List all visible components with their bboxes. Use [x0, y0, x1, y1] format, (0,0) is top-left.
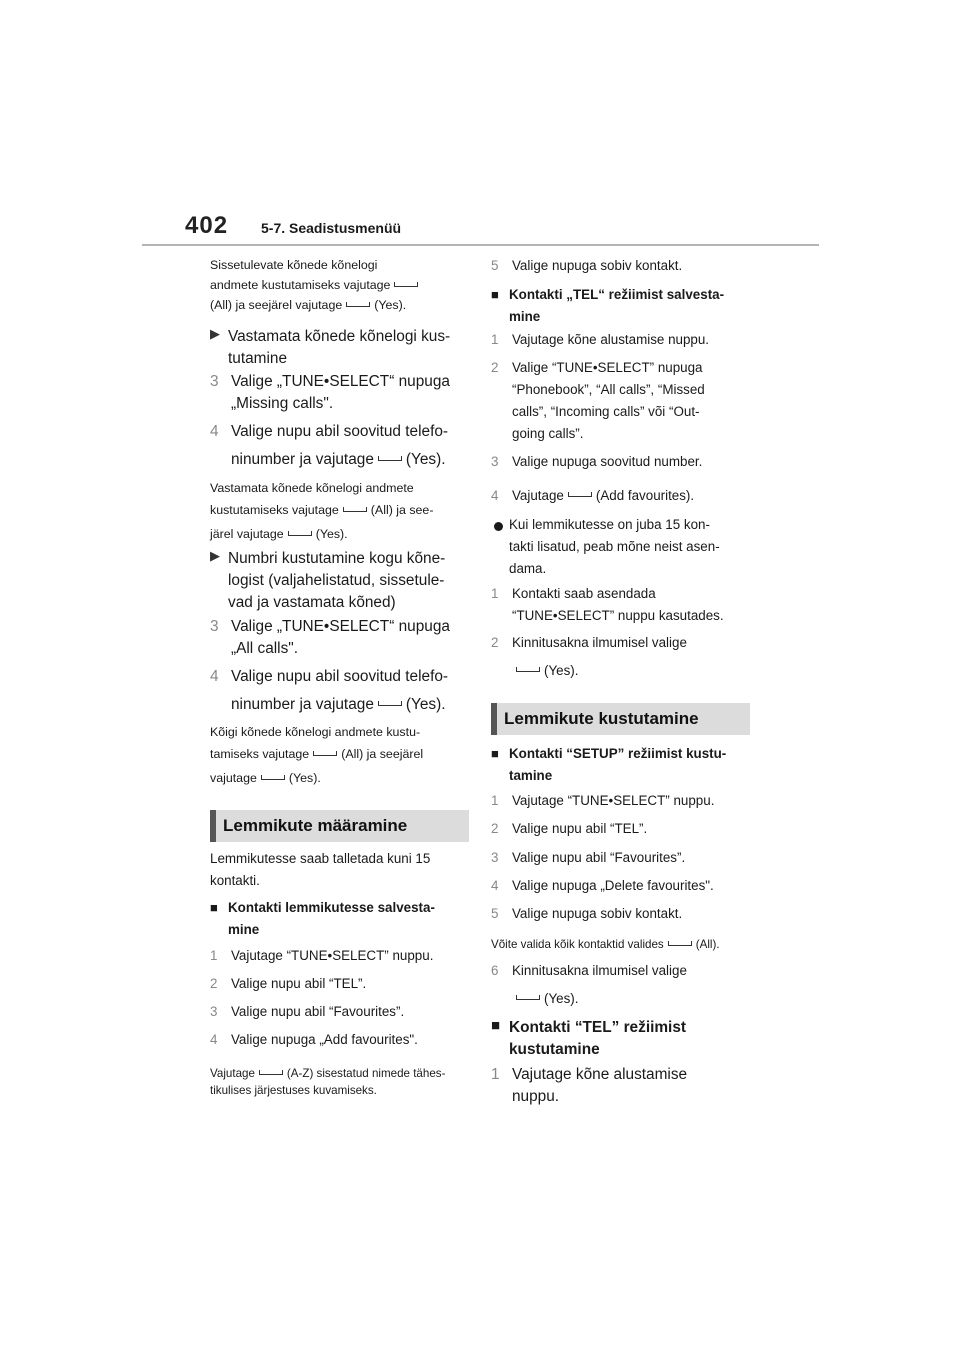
add-favourites-button-icon [568, 492, 592, 497]
all-button-icon [343, 507, 367, 512]
delete-step-4: 4 Valige nupuga „Delete favourites". [491, 878, 714, 893]
save-to-favourites-heading: ■ Kontakti lemmikutesse salvesta- mine [210, 897, 472, 941]
missed-calls-heading: ▶ Vastamata kõnede kõnelogi kus- tutamine [210, 326, 451, 367]
fav-step-4: 4 Valige nupuga „Add favourites". [210, 1032, 418, 1047]
select-all-note: Võite valida kõik kontaktid valides (All). [491, 938, 720, 951]
az-button-icon [259, 1070, 283, 1075]
yes-button-icon [346, 302, 370, 307]
incoming-delete-paragraph: Sissetulevate kõnede kõnelogi andmete kustutamiseks vajutage (All) ja seejärel vajutage (Yes). [210, 255, 472, 315]
favourites-intro: Lemmikutesse saab talletada kuni 15 kontakti. [210, 851, 431, 888]
tel-step-3: 3 Valige nupuga soovitud number. [491, 454, 703, 469]
missed-delete-paragraph: Vastamata kõnede kõnelogi andmete kustutamiseks vajutage (All) ja see- järel vajutage (Yes). [210, 481, 434, 541]
delete-step-5: 5 Valige nupuga sobiv kontakt. [491, 906, 683, 921]
header-divider [142, 244, 819, 246]
all-button-icon [394, 282, 418, 287]
missed-step-3: 3 Valige „TUNE•SELECT“ nupuga „Missing calls". [210, 373, 450, 412]
replace-step-2: 2 Kinnitusakna ilmumisel valige (Yes). [491, 635, 687, 678]
all-delete-paragraph: Kõigi kõnede kõnelogi andmete kustu- tamiseks vajutage (All) ja seejärel vajutage (Yes). [210, 725, 424, 785]
bullet-dot-icon [494, 522, 503, 531]
square-bullet-icon: ■ [491, 746, 499, 761]
square-bullet-icon: ■ [210, 900, 218, 915]
yes-button-icon [261, 775, 285, 780]
yes-button-icon [516, 667, 540, 672]
all-step-4: 4 Valige nupu abil soovitud telefo- ninumber ja vajutage (Yes). [210, 668, 449, 713]
save-from-tel-heading: ■ Kontakti „TEL“ režiimist salvesta- mine [491, 284, 753, 328]
sort-note: Vajutage (A-Z) sisestatud nimede tähes- tikulises järjestuses kuvamiseks. [210, 1067, 446, 1097]
fav-step-1: 1 Vajutage “TUNE•SELECT” nuppu. [210, 948, 434, 963]
all-button-icon [313, 751, 337, 756]
fav-step-3: 3 Valige nupu abil “Favourites”. [210, 1004, 405, 1019]
triangle-right-icon: ▶ [210, 326, 220, 341]
box-heading-favourites-delete: Lemmikute kustutamine [491, 703, 750, 735]
all-step-3: 3 Valige „TUNE•SELECT“ nupuga „All calls". [210, 618, 450, 657]
replace-step-1: 1 Kontakti saab asendada “TUNE•SELECT” nuppu kasutades. [491, 586, 724, 623]
yes-button-icon [288, 531, 312, 536]
delete-from-tel-heading: ■ Kontakti “TEL” režiimist kustutamine [491, 1017, 687, 1058]
full-favourites-note: Kui lemmikutesse on juba 15 kon- takti lisatud, peab mõne neist asen- dama. [491, 514, 753, 580]
page-number: 402 [185, 212, 229, 239]
square-bullet-icon: ■ [491, 287, 499, 302]
box-heading-favourites-set: Lemmikute määramine [210, 810, 469, 842]
square-bullet-icon: ■ [491, 1017, 501, 1034]
yes-button-icon [516, 995, 540, 1000]
delete-step-6: 6 Kinnitusakna ilmumisel valige (Yes). [491, 963, 687, 1006]
tel-step-2: 2 Valige “TUNE•SELECT” nupuga “Phonebook”, “All calls”, “Missed calls”, “Incoming calls” või “Out- going calls”. [491, 360, 705, 441]
fav-step-5: 5 Valige nupuga sobiv kontakt. [491, 258, 683, 273]
all-calls-heading: ▶ Numbri kustutamine kogu kõne- logist (valjahelistatud, sissetule- vad ja vastamata kõned) [210, 548, 446, 611]
missed-step-4: 4 Valige nupu abil soovitud telefo- ninumber ja vajutage (Yes). [210, 423, 449, 468]
delete-step-2: 2 Valige nupu abil “TEL”. [491, 821, 648, 836]
tel-step-1: 1 Vajutage kõne alustamise nuppu. [491, 332, 710, 347]
yes-button-icon [378, 701, 402, 706]
tel-step-4: 4 Vajutage (Add favourites). [491, 488, 695, 503]
delete-step-1: 1 Vajutage “TUNE•SELECT” nuppu. [491, 793, 715, 808]
yes-button-icon [378, 456, 402, 461]
section-title: 5-7. Seadistusmenüü [261, 220, 402, 236]
triangle-right-icon: ▶ [210, 548, 220, 563]
fav-step-2: 2 Valige nupu abil “TEL”. [210, 976, 367, 991]
all-button-icon [668, 941, 692, 946]
delete-from-setup-heading: ■ Kontakti “SETUP” režiimist kustu- tamine [491, 743, 753, 787]
tel-delete-step-1: 1 Vajutage kõne alustamise nuppu. [491, 1066, 688, 1105]
delete-step-3: 3 Valige nupu abil “Favourites”. [491, 850, 686, 865]
